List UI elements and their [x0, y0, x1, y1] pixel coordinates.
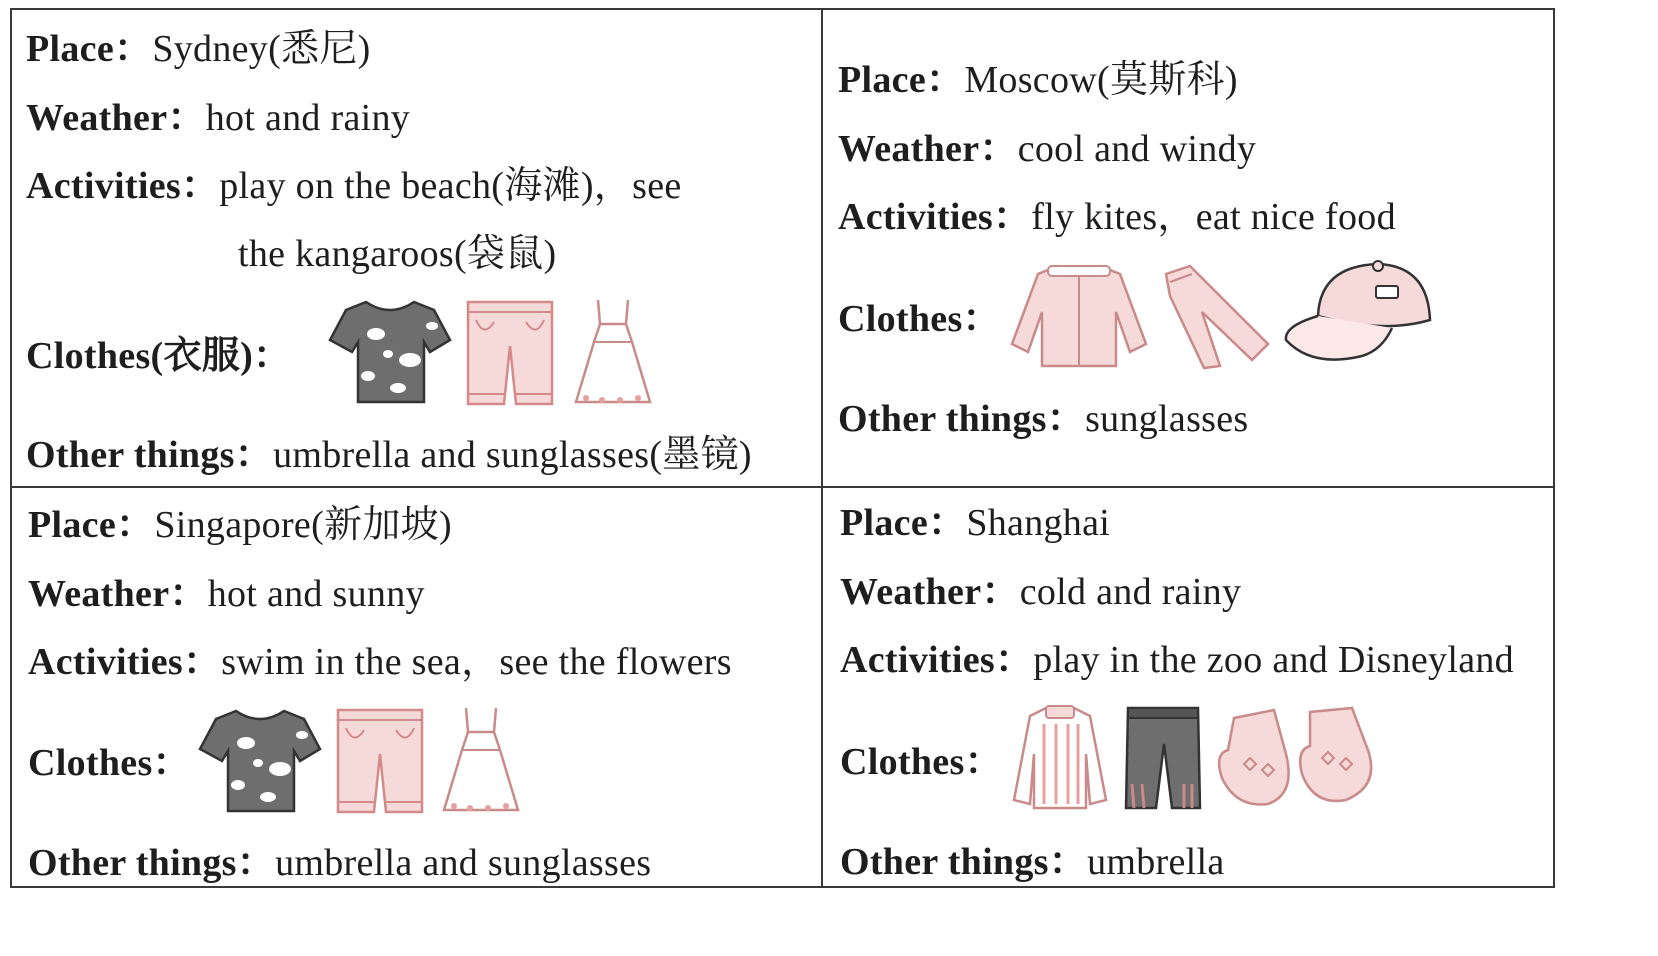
other-things-row: [838, 396, 1249, 441]
other-things-label: Other things：: [28, 842, 276, 884]
other-things-label: Other things：: [26, 434, 274, 476]
weather-value: cold and rainy: [1019, 571, 1242, 613]
clothes-row: [838, 296, 1001, 341]
row-divider: [10, 486, 1555, 488]
clothes-row: [26, 333, 291, 378]
place-value: Singapore(新加坡): [154, 504, 452, 546]
other-things-value: sunglasses: [1085, 398, 1249, 440]
activities-value: fly kites，eat nice food: [1031, 196, 1396, 238]
pants-icon: [1122, 704, 1204, 812]
place-row: [838, 57, 1238, 102]
place-row: [840, 500, 1110, 545]
weather-label: Weather：: [28, 573, 208, 615]
place-label: Place：: [26, 28, 153, 70]
activities-value: play on the beach(海滩)，see: [219, 165, 682, 207]
tshirt-icon: [198, 705, 322, 817]
weather-label: Weather：: [840, 571, 1020, 613]
other-things-label: Other things：: [838, 398, 1086, 440]
weather-label: Weather：: [26, 97, 206, 139]
place-label: Place：: [838, 59, 965, 101]
weather-value: hot and rainy: [205, 97, 411, 139]
other-things-value: umbrella: [1087, 841, 1225, 883]
weather-row: [838, 126, 1256, 171]
trousers-icon: [1162, 262, 1272, 370]
cap-icon: [1282, 260, 1434, 370]
weather-row: [26, 95, 410, 140]
dress-icon: [572, 296, 654, 408]
clothes-label: Clothes(衣服)：: [26, 335, 292, 377]
activities-value: swim in the sea，see the flowers: [221, 641, 732, 683]
place-value: Moscow(莫斯科): [964, 59, 1238, 101]
clothes-label: Clothes：: [28, 742, 191, 784]
activities-label: Activities：: [28, 641, 222, 683]
activities-label: Activities：: [26, 165, 220, 207]
clothes-row: [28, 740, 191, 785]
weather-row: [840, 569, 1241, 614]
jacket-icon: [1008, 262, 1150, 370]
dress-icon: [440, 704, 522, 816]
shorts-icon: [464, 298, 556, 408]
weather-row: [28, 571, 425, 616]
place-label: Place：: [28, 504, 155, 546]
activities-row: [26, 163, 682, 208]
activities-value: play in the zoo and Disneyland: [1033, 639, 1514, 681]
weather-value: hot and sunny: [207, 573, 425, 615]
other-things-row: [28, 840, 651, 885]
activities-row: [838, 194, 1396, 239]
activities-row-continued: [238, 231, 557, 276]
activities-value-2: the kangaroos(袋鼠): [238, 233, 557, 275]
place-row: [28, 502, 452, 547]
activities-label: Activities：: [838, 196, 1032, 238]
place-row: [26, 26, 371, 71]
place-label: Place：: [840, 502, 967, 544]
place-value: Sydney(悉尼): [152, 28, 371, 70]
other-things-label: Other things：: [840, 841, 1088, 883]
weather-label: Weather：: [838, 128, 1018, 170]
other-things-row: [26, 432, 752, 477]
column-divider: [821, 8, 823, 888]
other-things-value: umbrella and sunglasses(墨镜): [273, 434, 752, 476]
activities-label: Activities：: [840, 639, 1034, 681]
sweater-icon: [1010, 704, 1110, 812]
place-value: Shanghai: [966, 502, 1111, 544]
weather-value: cool and windy: [1017, 128, 1257, 170]
other-things-value: umbrella and sunglasses: [275, 842, 652, 884]
tshirt-icon: [328, 296, 452, 408]
other-things-row: [840, 839, 1225, 884]
clothes-label: Clothes：: [840, 741, 1003, 783]
clothes-label: Clothes：: [838, 298, 1001, 340]
activities-row: [840, 637, 1514, 682]
activities-row: [28, 639, 732, 684]
mittens-icon: [1214, 704, 1382, 810]
shorts-icon: [334, 706, 426, 816]
clothes-row: [840, 739, 1003, 784]
